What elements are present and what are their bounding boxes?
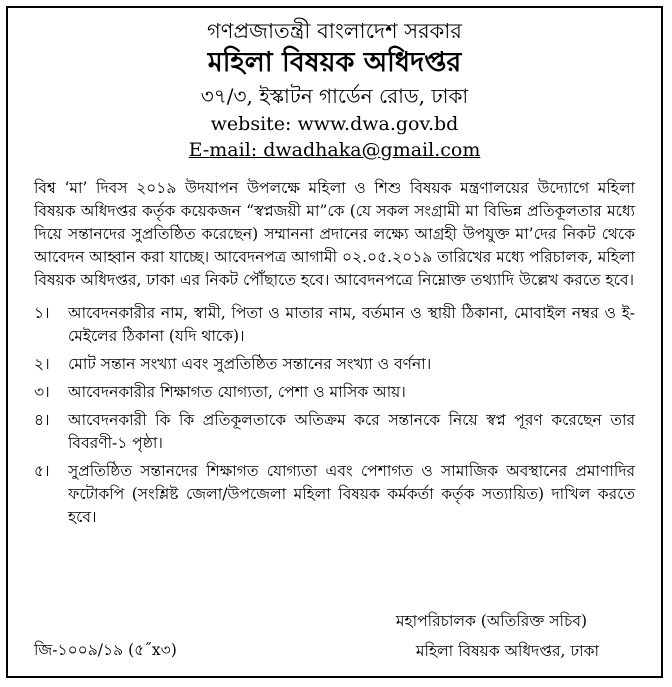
email-line: E-mail: dwadhaka@gmail.com [188,138,481,161]
office-address: ৩৭/৩, ইস্কাটন গার্ডেন রোড, ঢাকা [200,84,469,108]
list-item-text: সুপ্রতিষ্ঠিত সন্তানদের শিক্ষাগত যোগ্যতা এবং পেশাগত ও সামাজিক অবস্থানের প্রমাণাদির ফটোকপি (সংশ্লিষ্ট জেলা/উপজেলা মহিলা বিষয়ক কর্মকর্তা কর্তৃক সত্যায়িত) দাখিল করতে হবে। [68,461,635,526]
list-item [34,302,635,348]
list-item-number: ৩। [34,382,50,401]
list-item-number: ৪। [34,410,50,429]
notice-header [8,18,661,163]
notice-frame [6,6,663,678]
list-item [34,381,635,404]
list-item-text: আবেদনকারীর নাম, স্বামী, পিতা ও মাতার নাম, বর্তমান ও স্থায়ী ঠিকানা, মোবাইল নম্বর ও ই-মেইলের ঠিকানা (যদি থাকে)। [68,303,635,345]
publication-code: জি-১০০৯/১৯ (৫˝x৩) [34,641,177,659]
government-name: গণপ্রজাতন্ত্রী বাংলাদেশ সরকার [207,19,462,43]
website-line: website: www.dwa.gov.bd [210,113,459,135]
list-item [34,353,635,376]
signatory-designation: মহাপরিচালক (অতিরিক্ত সচিব) [395,612,587,630]
list-item-text: মোট সন্তান সংখ্যা এবং সুপ্রতিষ্ঠিত সন্তানের সংখ্যা ও বর্ণনা। [68,354,432,373]
list-item [34,409,635,455]
list-item-number: ১। [34,303,50,322]
department-name: মহিলা বিষয়ক অধিদপ্তর [207,47,462,79]
notice-paragraph: বিশ্ব ‘মা’ দিবস ২০১৯ উদযাপন উপলক্ষে মহিলা ও শিশু বিষয়ক মন্ত্রণালয়ের উদ্যোগে মহিলা বিষয়ক অধিদপ্তর কর্তৃক কয়েকজন “স্বপ্নজয়ী মা”কে (যে সকল সংগ্রামী মা বিভিন্ন প্রতিকূলতার মধ্যে দিয়ে সন্তানদের সুপ্রতিষ্ঠিত করেছেন) সম্মাননা প্রদানের লক্ষ্যে আগ্রহী উপযুক্ত মা’দের নিকট থেকে আবেদন আহ্বান করা যাচ্ছে। আবেদনপত্র আগামী ০২.০৫.২০১৯ তারিখের মধ্যে পরিচালক, মহিলা বিষয়ক অধিদপ্তর, ঢাকা এর নিকট পৌঁছাতে হবে। আবেদনপত্রে নিম্নোক্ত তথ্যাদি উল্লেখ করতে হবে। [34,178,635,289]
list-item-number: ২। [34,354,50,373]
signature-block [396,606,599,666]
list-item-number: ৫। [34,461,50,480]
list-item-text: আবেদনকারী কি কি প্রতিকূলতাকে অতিক্রম করে সন্তানকে নিয়ে স্বপ্ন পূরণ করেছেন তার বিবরণী-১ পৃষ্ঠা। [68,410,635,452]
list-item [34,460,635,529]
requirements-list [34,302,635,529]
signatory-office: মহিলা বিষয়ক অধিদপ্তর, ঢাকা [415,642,599,660]
list-item-text: আবেদনকারীর শিক্ষাগত যোগ্যতা, পেশা ও মাসিক আয়। [68,382,406,401]
